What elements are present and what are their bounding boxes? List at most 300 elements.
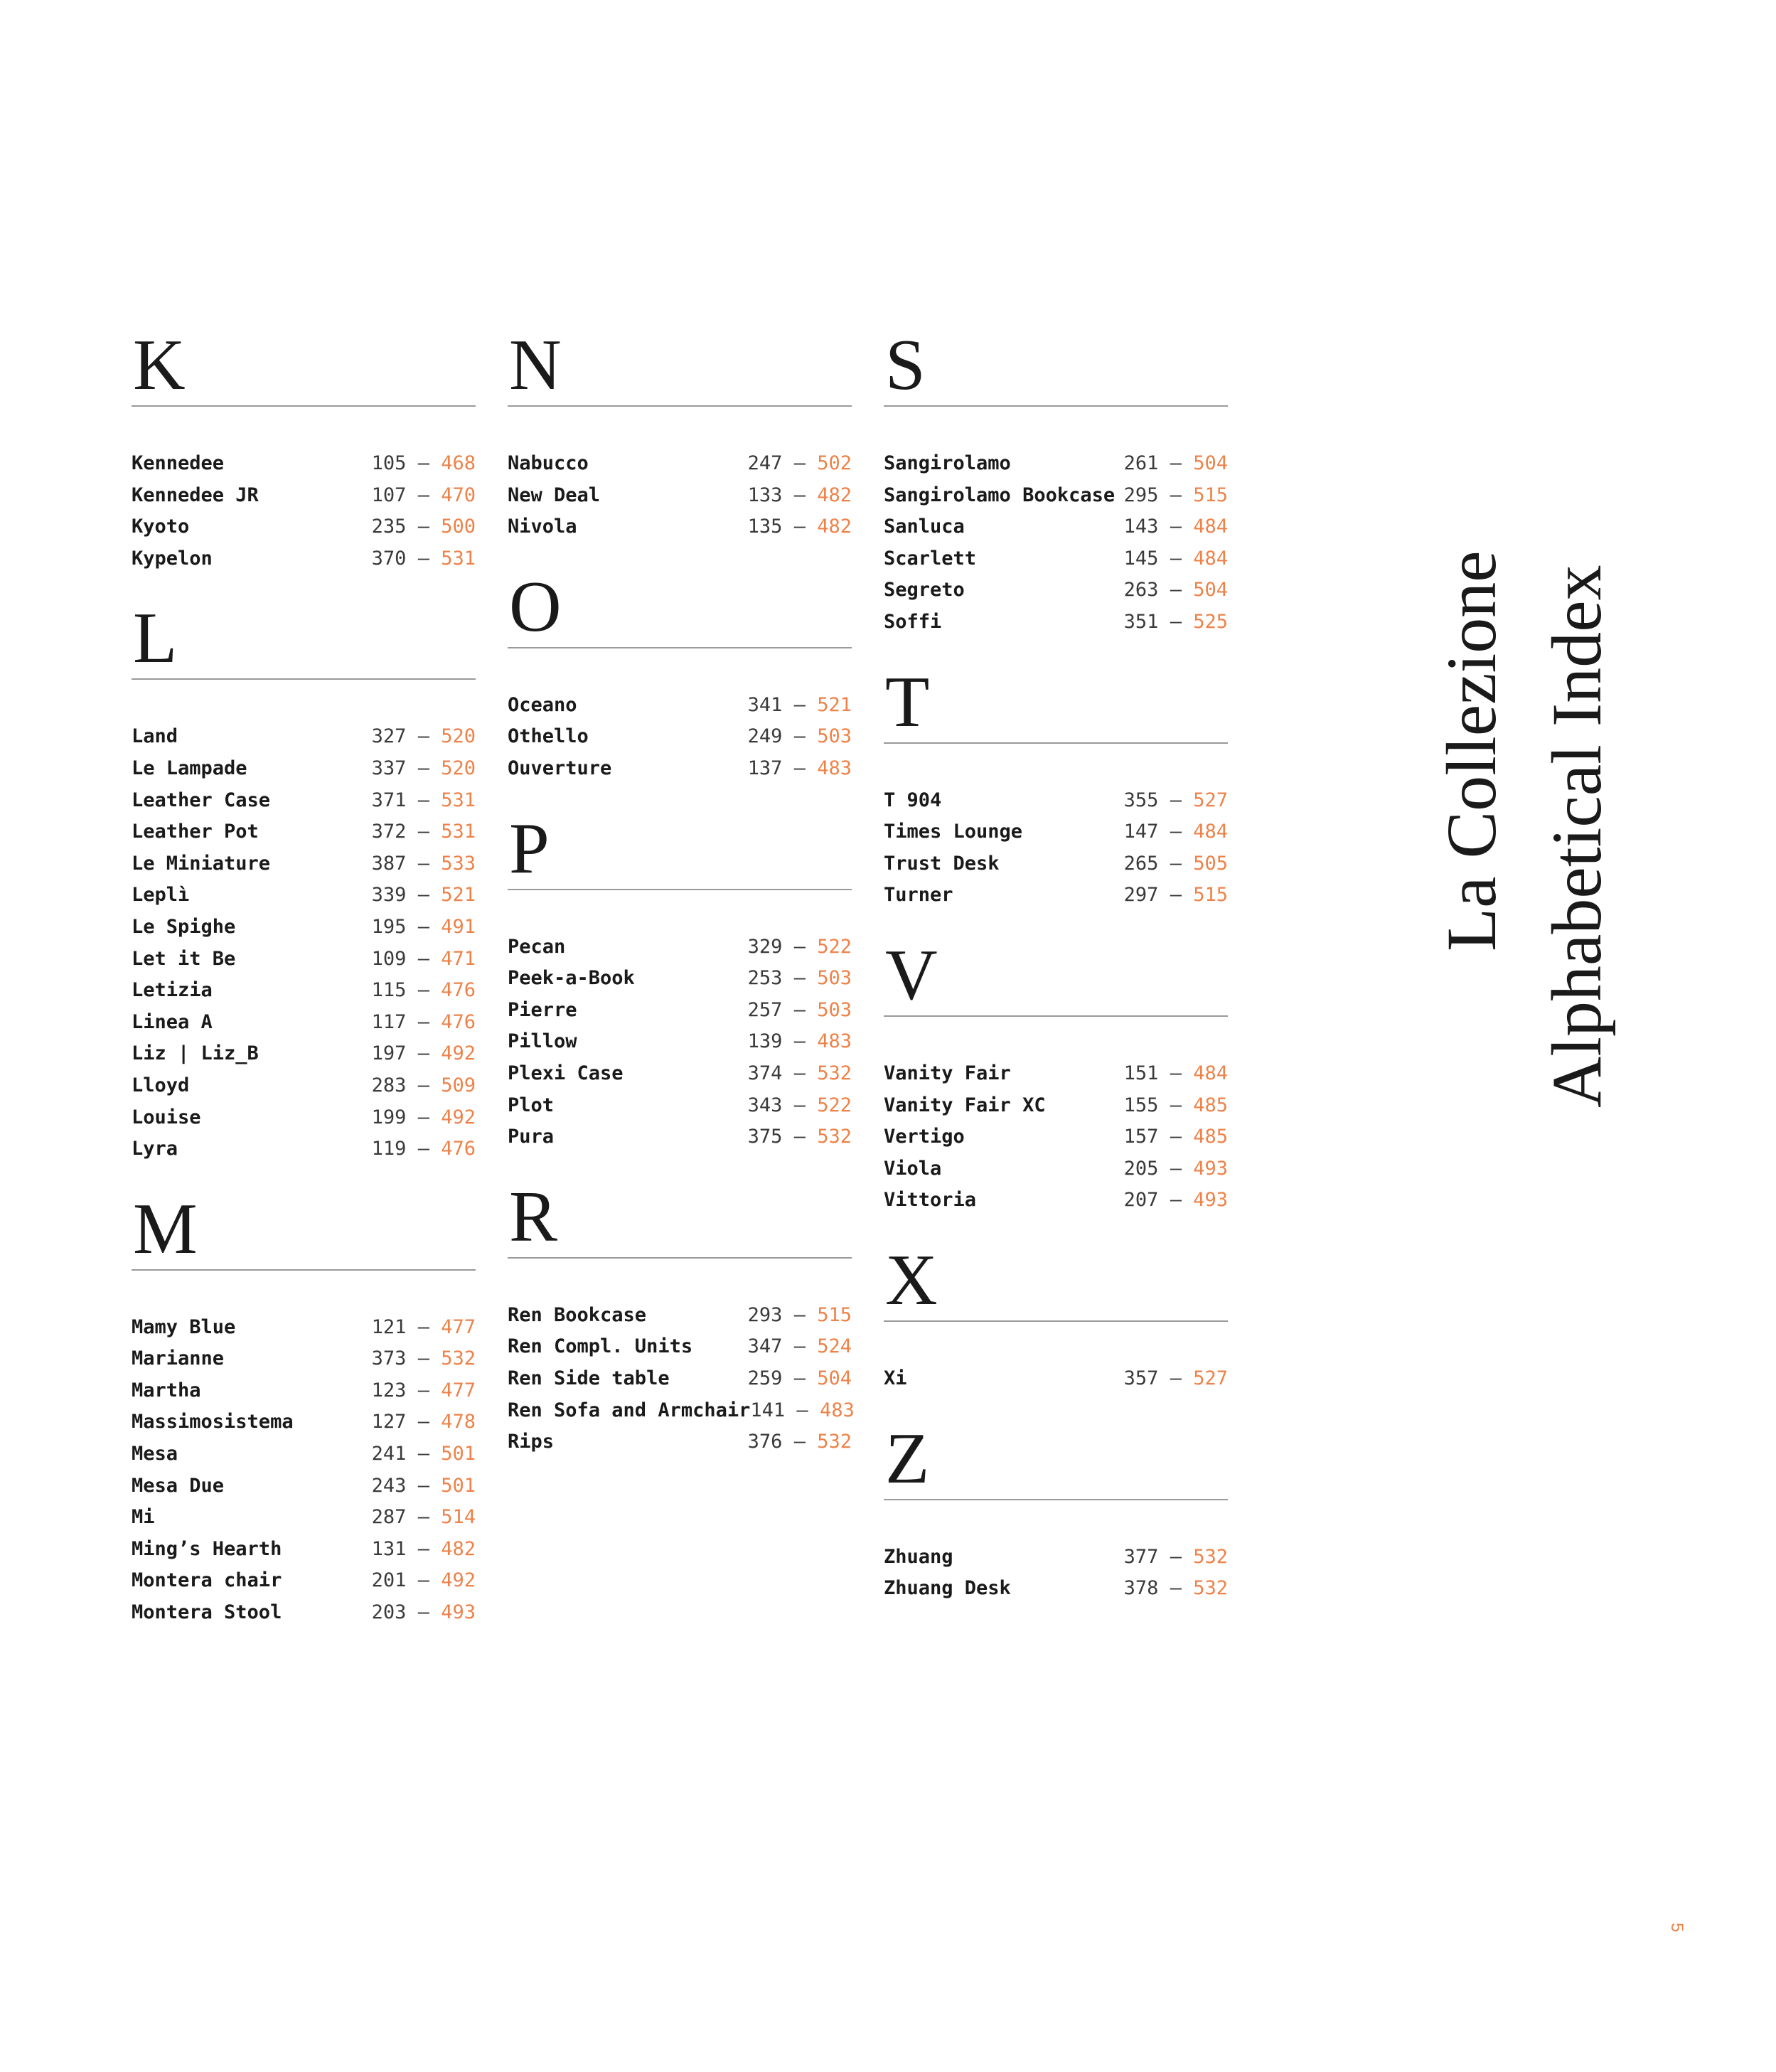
index-entry <box>132 1597 476 1629</box>
entry-name: Pillow <box>508 1030 577 1053</box>
index-entry <box>508 1426 852 1458</box>
section-letter: X <box>885 1239 938 1320</box>
entry-name: Plexi Case <box>508 1062 624 1084</box>
entry-pages <box>372 816 476 848</box>
index-section <box>884 325 1228 666</box>
entry-dash: — <box>793 1062 806 1084</box>
entry-dash: — <box>793 935 806 958</box>
index-entry <box>884 480 1228 512</box>
entry-dash: — <box>417 1315 429 1338</box>
entry-catalog-page: 532 <box>817 1062 852 1084</box>
index-section <box>884 1418 1228 1605</box>
entry-dash: — <box>793 484 806 506</box>
entry-catalog-page: 515 <box>817 1303 852 1326</box>
entry-name: Ren Side table <box>508 1367 670 1389</box>
entry-dash: — <box>417 947 429 970</box>
index-entry <box>508 480 852 512</box>
index-entry <box>508 995 852 1027</box>
entry-name: Rips <box>508 1431 555 1453</box>
entry-list <box>132 448 476 575</box>
section-divider <box>132 1269 476 1271</box>
entry-pages <box>372 1502 476 1534</box>
entry-dash: — <box>417 1474 429 1497</box>
entry-catalog-page: 524 <box>817 1335 852 1358</box>
entry-name: Sangirolamo <box>884 452 1011 474</box>
entry-pages <box>1124 1153 1228 1185</box>
entry-pages <box>748 480 852 512</box>
index-entry <box>132 1406 476 1438</box>
entry-dash: — <box>417 821 429 843</box>
entry-pages <box>372 848 476 880</box>
entry-page: 374 <box>747 1062 783 1084</box>
index-entry <box>884 848 1228 880</box>
entry-pages <box>1124 1090 1228 1122</box>
entry-pages <box>372 480 476 512</box>
entry-page: 141 <box>750 1399 786 1421</box>
entry-name: Montera Stool <box>132 1601 282 1624</box>
entry-page: 295 <box>1123 484 1159 506</box>
entry-dash: — <box>417 757 429 779</box>
index-entry <box>132 721 476 753</box>
entry-list <box>884 1058 1228 1217</box>
section-divider <box>884 1320 1228 1322</box>
entry-name: Letizia <box>132 979 213 1002</box>
entry-name: Kennedee <box>132 452 225 474</box>
index-section <box>132 598 476 1192</box>
entry-page: 135 <box>747 516 783 538</box>
entry-catalog-page: 532 <box>1193 1577 1228 1600</box>
entry-page: 199 <box>371 1106 407 1128</box>
entry-name: New Deal <box>508 484 601 506</box>
entry-pages <box>372 511 476 543</box>
entry-pages <box>1124 1121 1228 1153</box>
index-entry <box>508 1395 855 1427</box>
entry-dash: — <box>417 1138 429 1160</box>
entry-page: 247 <box>747 452 783 474</box>
entry-pages <box>372 1375 476 1407</box>
entry-catalog-page: 491 <box>441 915 476 938</box>
entry-pages <box>372 1070 476 1102</box>
section-gap <box>508 1153 852 1180</box>
index-entry <box>132 1007 476 1039</box>
section-divider <box>508 405 852 407</box>
entry-page: 377 <box>1123 1545 1159 1568</box>
entry-pages <box>372 1007 476 1039</box>
entry-dash: — <box>1170 1577 1182 1600</box>
entry-catalog-page: 482 <box>817 484 852 506</box>
section-letter: T <box>885 661 930 742</box>
entry-catalog-page: 532 <box>1193 1545 1228 1568</box>
entry-page: 197 <box>371 1042 407 1065</box>
entry-page: 378 <box>1123 1577 1159 1600</box>
entry-name: Xi <box>884 1367 907 1389</box>
entry-catalog-page: 514 <box>441 1506 476 1529</box>
entry-name: Sanluca <box>884 516 965 538</box>
entry-pages <box>372 1565 476 1597</box>
entry-dash: — <box>1170 516 1182 538</box>
entry-page: 297 <box>1123 884 1159 907</box>
entry-page: 375 <box>747 1126 783 1148</box>
index-entry <box>132 1565 476 1597</box>
entry-list <box>884 785 1228 912</box>
index-section <box>508 566 852 812</box>
entry-catalog-page: 525 <box>1193 610 1228 633</box>
entry-catalog-page: 503 <box>817 967 852 990</box>
entry-page: 265 <box>1123 852 1159 875</box>
section-divider <box>884 742 1228 744</box>
entry-name: Kennedee JR <box>132 484 259 506</box>
entry-catalog-page: 502 <box>817 452 852 474</box>
entry-name: Ren Compl. Units <box>508 1335 693 1358</box>
section-gap <box>508 785 852 812</box>
entry-name: Turner <box>884 884 953 907</box>
entry-dash: — <box>1170 610 1182 633</box>
index-entry <box>884 1121 1228 1153</box>
entry-page: 151 <box>1123 1062 1159 1084</box>
entry-page: 147 <box>1123 821 1159 843</box>
entry-name: Le Lampade <box>132 757 247 779</box>
entry-pages <box>372 912 476 944</box>
index-entry <box>508 1300 852 1332</box>
entry-pages <box>1124 511 1228 543</box>
entry-pages <box>372 721 476 753</box>
index-entry <box>132 1070 476 1102</box>
entry-name: Mesa <box>132 1443 178 1465</box>
entry-catalog-page: 482 <box>817 516 852 538</box>
index-entry <box>508 1090 852 1122</box>
index-entry <box>132 785 476 817</box>
entry-page: 195 <box>371 915 407 938</box>
section-divider <box>508 1257 852 1259</box>
index-column-1 <box>132 325 476 1629</box>
index-entry <box>508 1026 852 1058</box>
entry-dash: — <box>1170 484 1182 506</box>
entry-pages <box>372 1343 476 1375</box>
entry-page: 203 <box>371 1601 407 1624</box>
index-entry <box>884 785 1228 817</box>
entry-catalog-page: 484 <box>1193 821 1228 843</box>
section-letter: S <box>885 325 926 405</box>
entry-page: 157 <box>1123 1126 1159 1148</box>
entry-page: 123 <box>371 1379 407 1401</box>
entry-name: Zhuang Desk <box>884 1577 1011 1600</box>
entry-catalog-page: 501 <box>441 1443 476 1465</box>
entry-catalog-page: 493 <box>441 1601 476 1624</box>
entry-name: Oceano <box>508 693 577 716</box>
entry-name: Vertigo <box>884 1126 965 1148</box>
section-letter: O <box>509 566 562 647</box>
index-entry <box>884 816 1228 848</box>
entry-pages <box>372 448 476 480</box>
entry-name: Mi <box>132 1506 155 1529</box>
entry-list <box>132 1312 476 1629</box>
entry-page: 347 <box>747 1335 783 1358</box>
title-line-2: Alphabetical Index <box>1537 565 1616 1108</box>
entry-dash: — <box>417 1506 429 1529</box>
entry-catalog-page: 484 <box>1193 516 1228 538</box>
index-entry <box>884 511 1228 543</box>
entry-pages <box>1124 543 1228 575</box>
entry-dash: — <box>1170 547 1182 570</box>
entry-page: 235 <box>371 516 407 538</box>
entry-dash: — <box>417 1443 429 1465</box>
entry-catalog-page: 477 <box>441 1379 476 1401</box>
entry-page: 115 <box>371 979 407 1002</box>
entry-catalog-page: 527 <box>1193 1367 1228 1389</box>
entry-name: Peek-a-Book <box>508 967 635 990</box>
entry-name: Mamy Blue <box>132 1315 236 1338</box>
entry-pages <box>750 1395 854 1427</box>
entry-catalog-page: 483 <box>819 1399 855 1421</box>
section-letter: N <box>509 325 562 405</box>
entry-page: 341 <box>747 693 783 716</box>
entry-dash: — <box>793 1335 806 1358</box>
entry-pages <box>1124 575 1228 607</box>
entry-name: Liz | Liz_B <box>132 1042 259 1065</box>
entry-catalog-page: 470 <box>441 484 476 506</box>
entry-pages <box>372 1406 476 1438</box>
index-entry <box>508 690 852 722</box>
entry-page: 131 <box>371 1537 407 1560</box>
entry-name: Lloyd <box>132 1074 190 1096</box>
entry-catalog-page: 503 <box>817 725 852 748</box>
entry-name: Louise <box>132 1106 201 1128</box>
section-letter: R <box>509 1176 558 1257</box>
entry-pages <box>748 1026 852 1058</box>
entry-name: Ren Bookcase <box>508 1303 647 1326</box>
entry-name: Vanity Fair <box>884 1062 1011 1084</box>
entry-list <box>508 448 852 543</box>
index-entry <box>508 511 852 543</box>
index-section <box>884 1239 1228 1422</box>
entry-pages <box>1124 785 1228 817</box>
entry-pages <box>372 785 476 817</box>
entry-dash: — <box>417 1010 429 1033</box>
entry-page: 257 <box>747 998 783 1021</box>
index-entry <box>132 1534 476 1566</box>
entry-dash: — <box>793 1094 806 1116</box>
entry-dash: — <box>793 1367 806 1389</box>
entry-pages <box>372 1102 476 1134</box>
index-entry <box>884 1058 1228 1090</box>
entry-dash: — <box>1170 1062 1182 1084</box>
entry-list <box>508 1300 855 1458</box>
index-entry <box>132 1312 476 1344</box>
entry-pages <box>748 1363 852 1395</box>
index-entry <box>508 721 852 753</box>
entry-dash: — <box>1170 1189 1182 1212</box>
entry-pages <box>748 448 852 480</box>
index-entry <box>884 1090 1228 1122</box>
entry-name: Viola <box>884 1157 942 1180</box>
index-entry <box>508 1121 852 1153</box>
entry-catalog-page: 504 <box>1193 579 1228 602</box>
entry-dash: — <box>417 1074 429 1096</box>
index-entry <box>884 1153 1228 1185</box>
entry-catalog-page: 477 <box>441 1315 476 1338</box>
entry-catalog-page: 509 <box>441 1074 476 1096</box>
entry-list <box>508 931 852 1153</box>
entry-page: 387 <box>371 852 407 875</box>
index-entry <box>132 753 476 785</box>
entry-page: 109 <box>371 947 407 970</box>
index-entry <box>132 480 476 512</box>
entry-name: Zhuang <box>884 1545 953 1568</box>
entry-page: 372 <box>371 821 407 843</box>
title-line-1: La Collezione <box>1432 550 1511 951</box>
entry-page: 371 <box>371 789 407 811</box>
entry-pages <box>748 1331 852 1363</box>
index-entry <box>884 1363 1228 1395</box>
index-entry <box>508 753 852 785</box>
index-section <box>508 325 852 570</box>
entry-page: 287 <box>371 1506 407 1529</box>
entry-name: Soffi <box>884 610 942 633</box>
entry-pages <box>372 1534 476 1566</box>
entry-page: 133 <box>747 484 783 506</box>
entry-pages <box>372 753 476 785</box>
entry-dash: — <box>793 1126 806 1148</box>
entry-pages <box>372 1133 476 1165</box>
entry-catalog-page: 521 <box>817 693 852 716</box>
entry-dash: — <box>793 1303 806 1326</box>
entry-dash: — <box>417 1411 429 1433</box>
entry-dash: — <box>417 1601 429 1624</box>
section-gap <box>884 639 1228 666</box>
entry-pages <box>372 1438 476 1470</box>
entry-pages <box>372 944 476 976</box>
entry-name: Le Miniature <box>132 852 271 875</box>
entry-name: Scarlett <box>884 547 977 570</box>
entry-dash: — <box>417 915 429 938</box>
section-letter: V <box>885 934 938 1015</box>
entry-dash: — <box>417 1347 429 1370</box>
entry-catalog-page: 531 <box>441 547 476 570</box>
index-entry <box>132 1470 476 1502</box>
entry-catalog-page: 492 <box>441 1569 476 1592</box>
index-entry <box>132 975 476 1007</box>
entry-catalog-page: 493 <box>1193 1189 1228 1212</box>
entry-dash: — <box>793 516 806 538</box>
entry-dash: — <box>1170 1157 1182 1180</box>
entry-page: 241 <box>371 1443 407 1465</box>
entry-dash: — <box>417 1042 429 1065</box>
entry-catalog-page: 484 <box>1193 1062 1228 1084</box>
entry-catalog-page: 531 <box>441 789 476 811</box>
entry-catalog-page: 520 <box>441 725 476 748</box>
entry-catalog-page: 532 <box>441 1347 476 1370</box>
index-column-2 <box>508 325 855 1458</box>
index-section <box>884 934 1228 1244</box>
entry-catalog-page: 471 <box>441 947 476 970</box>
entry-page: 339 <box>371 884 407 907</box>
entry-page: 145 <box>1123 547 1159 570</box>
entry-page: 370 <box>371 547 407 570</box>
entry-page: 207 <box>1123 1189 1159 1212</box>
index-section <box>132 325 476 602</box>
index-entry <box>132 1102 476 1134</box>
entry-dash: — <box>417 1569 429 1592</box>
entry-catalog-page: 492 <box>441 1106 476 1128</box>
entry-page: 155 <box>1123 1094 1159 1116</box>
entry-page: 137 <box>747 757 783 779</box>
entry-page: 107 <box>371 484 407 506</box>
entry-page: 253 <box>747 967 783 990</box>
entry-name: Marianne <box>132 1347 225 1370</box>
index-entry <box>132 1038 476 1070</box>
entry-dash: — <box>1170 821 1182 843</box>
entry-pages <box>748 931 852 963</box>
section-divider <box>132 405 476 407</box>
index-entry <box>132 1133 476 1165</box>
index-entry <box>508 448 852 480</box>
entry-catalog-page: 478 <box>441 1411 476 1433</box>
vertical-title <box>1432 546 1649 1115</box>
entry-dash: — <box>1170 1094 1182 1116</box>
section-gap <box>132 1165 476 1192</box>
entry-pages <box>748 1121 852 1153</box>
entry-name: Ming’s Hearth <box>132 1537 282 1560</box>
index-entry <box>884 543 1228 575</box>
entry-page: 139 <box>747 1030 783 1053</box>
entry-page: 117 <box>371 1010 407 1033</box>
index-section <box>132 1188 476 1629</box>
entry-list <box>884 1542 1228 1605</box>
entry-dash: — <box>417 516 429 538</box>
entry-pages <box>1124 1542 1228 1574</box>
index-entry <box>132 848 476 880</box>
entry-name: Pura <box>508 1126 555 1148</box>
entry-name: Vanity Fair XC <box>884 1094 1046 1116</box>
entry-list <box>884 448 1228 639</box>
entry-pages <box>1124 1185 1228 1217</box>
entry-dash: — <box>793 967 806 990</box>
entry-name: T 904 <box>884 789 942 811</box>
index-entry <box>884 1542 1228 1574</box>
entry-catalog-page: 515 <box>1193 884 1228 907</box>
entry-dash: — <box>793 725 806 748</box>
entry-pages <box>748 1426 852 1458</box>
entry-pages <box>372 1470 476 1502</box>
index-section <box>508 1176 855 1458</box>
entry-dash: — <box>417 789 429 811</box>
entry-catalog-page: 522 <box>817 935 852 958</box>
entry-page: 337 <box>371 757 407 779</box>
entry-pages <box>1124 448 1228 480</box>
entry-page: 351 <box>1123 610 1159 633</box>
index-section <box>884 661 1228 939</box>
entry-catalog-page: 476 <box>441 979 476 1002</box>
index-entry <box>508 1331 852 1363</box>
index-entry <box>132 1438 476 1470</box>
entry-name: Leather Case <box>132 789 271 811</box>
entry-dash: — <box>417 725 429 748</box>
entry-dash: — <box>793 693 806 716</box>
index-entry <box>132 1502 476 1534</box>
entry-name: Leplì <box>132 884 190 907</box>
entry-pages <box>748 1058 852 1090</box>
entry-catalog-page: 501 <box>441 1474 476 1497</box>
entry-page: 119 <box>371 1138 407 1160</box>
entry-list <box>884 1363 1228 1395</box>
index-section <box>508 808 852 1180</box>
entry-pages <box>372 543 476 575</box>
entry-catalog-page: 532 <box>817 1431 852 1453</box>
entry-pages <box>1124 607 1228 639</box>
section-letter: K <box>133 325 186 405</box>
section-divider <box>884 1499 1228 1500</box>
entry-name: Ouverture <box>508 757 612 779</box>
